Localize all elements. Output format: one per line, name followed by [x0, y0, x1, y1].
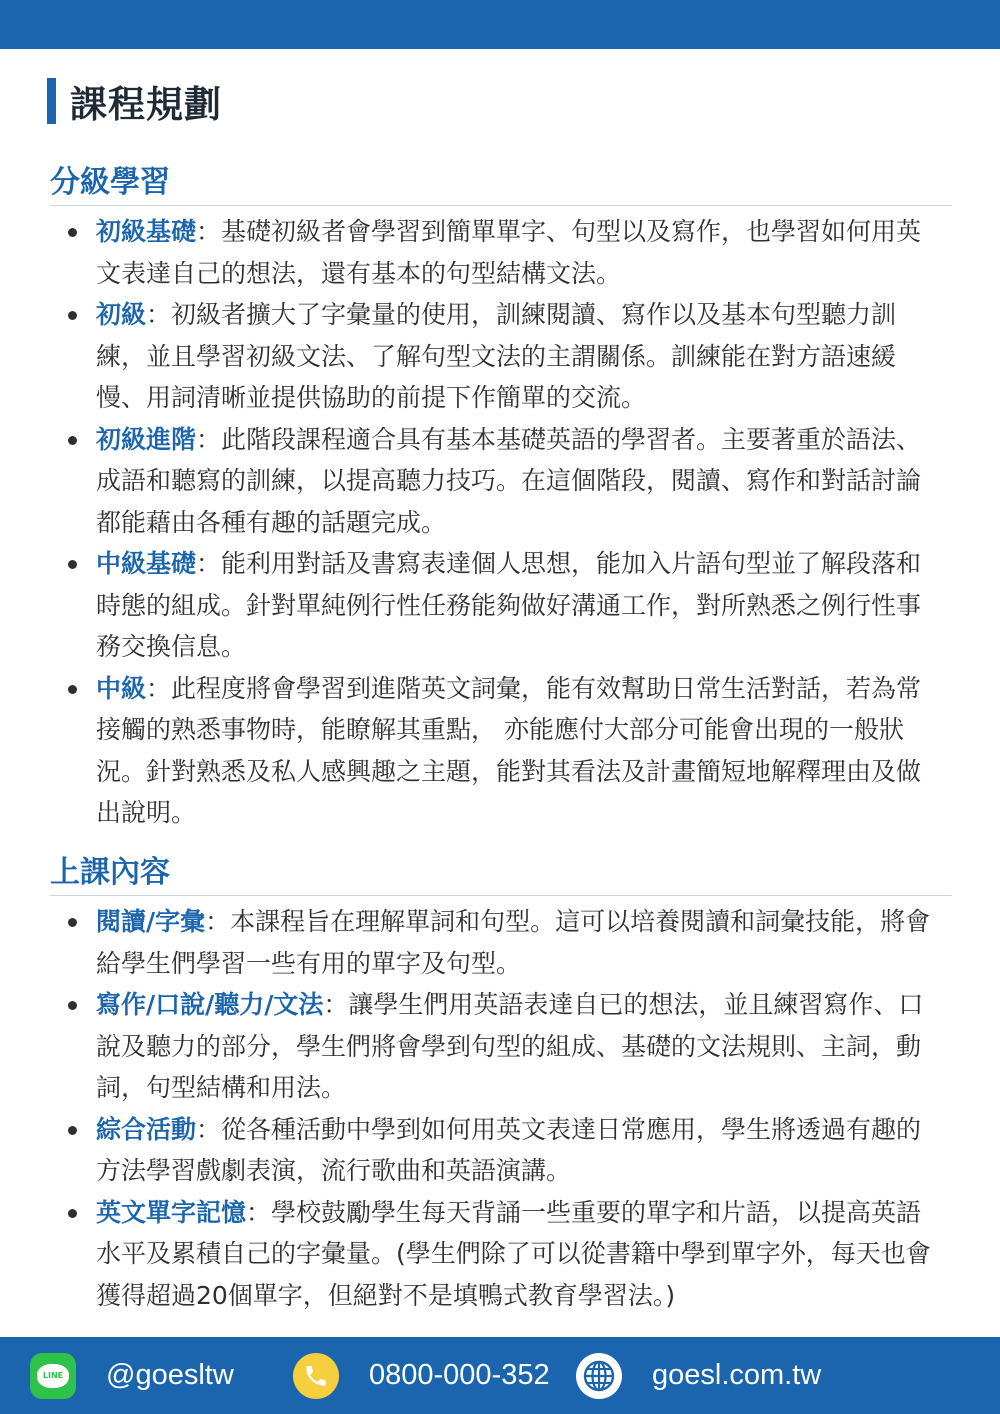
item-text: ：從各種活動中學到如何用英文表達日常應用，學生將透過有趣的方法學習戲劇表演，流行歌曲和英語演講。: [96, 1114, 922, 1185]
phone-number[interactable]: 0800-000-352: [369, 1359, 550, 1391]
heading-accent-bar: [47, 78, 56, 124]
line-icon: [30, 1353, 76, 1399]
item-text: ：基礎初級者會學習到簡單單字、句型以及寫作，也學習如何用英文表達自己的想法，還有基本的句型結構文法。: [96, 217, 922, 288]
bullet-icon: [68, 918, 77, 927]
item-term: 閱讀/字彙: [96, 907, 206, 936]
list-item: [62, 419, 942, 544]
item-term: 寫作/口說/聽力/文法: [96, 990, 324, 1019]
bullet-icon: [68, 1209, 77, 1218]
list-item: [62, 901, 942, 984]
website-contact[interactable]: [576, 1337, 821, 1414]
item-term: 綜合活動: [96, 1114, 197, 1144]
bullet-icon: [68, 1126, 77, 1135]
bullet-icon: [68, 436, 77, 445]
item-text: ：本課程旨在理解單詞和句型。這可以培養閱讀和詞彙技能，將會給學生們學習一些有用的單字及句型。: [96, 907, 931, 978]
bullet-icon: [68, 560, 77, 569]
list-item: [62, 211, 942, 294]
contact-footer: [0, 1337, 1000, 1414]
line-badge: LINE: [37, 1364, 69, 1388]
item-term: 英文單字記憶: [96, 1197, 247, 1227]
bullet-icon: [68, 311, 77, 320]
phone-icon: [293, 1353, 339, 1399]
list-item: [62, 294, 942, 419]
list-item: [62, 668, 942, 834]
section-title-graded-learning: 分級學習: [50, 163, 952, 206]
list-item: [62, 543, 942, 668]
item-text: ：讓學生們用英語表達自已的想法，並且練習寫作、口說及聽力的部分，學生們將會學到句型的組成、基礎的文法規則、主詞，動詞，句型結構和用法。: [96, 990, 924, 1102]
item-term: 初級: [96, 300, 147, 329]
page-title: 課程規劃: [70, 83, 222, 126]
bullet-icon: [68, 228, 77, 237]
globe-icon: [576, 1353, 622, 1399]
list-item: [62, 1109, 942, 1192]
item-term: 中級: [96, 673, 147, 703]
item-term: 中級基礎: [96, 549, 197, 578]
page-heading: [47, 76, 222, 126]
item-term: 初級進階: [96, 424, 197, 454]
phone-contact[interactable]: [293, 1337, 550, 1414]
item-text: ：學校鼓勵學生每天背誦一些重要的單字和片語，以提高英語水平及累積自己的字彙量。(學生們除了可以從書籍中學到單字外，每天也會獲得超過20個單字，但絕對不是填鴨式教育學習法。): [96, 1197, 931, 1310]
line-id[interactable]: @goesltw: [106, 1359, 234, 1391]
list-item: [62, 1192, 942, 1317]
line-contact[interactable]: [30, 1337, 234, 1414]
bullet-icon: [68, 685, 77, 694]
phone-handset-icon: [303, 1363, 329, 1389]
item-term: 初級基礎: [96, 217, 197, 246]
graded-learning-list: [62, 211, 942, 834]
bullet-icon: [68, 1001, 77, 1010]
section-title-class-content: 上課內容: [50, 853, 952, 896]
website-url[interactable]: goesl.com.tw: [652, 1359, 822, 1391]
item-text: ：能利用對話及書寫表達個人思想，能加入片語句型並了解段落和時態的組成。針對單純例行性任務能夠做好溝通工作，對所熟悉之例行性事務交換信息。: [96, 549, 922, 661]
item-text: ：此階段課程適合具有基本基礎英語的學習者。主要著重於語法、成語和聽寫的訓練，以提高聽力技巧。在這個階段，閱讀、寫作和對話討論都能藉由各種有趣的話題完成。: [96, 424, 922, 537]
top-banner: [0, 0, 1000, 49]
item-text: ：此程度將會學習到進階英文詞彙，能有效幫助日常生活對話，若為常接觸的熟悉事物時，能瞭解其重點， 亦能應付大部分可能會出現的一般狀況。針對熟悉及私人感興趣之主題，能對其看法及計畫簡短地解釋理由及做出說明。: [96, 673, 922, 827]
item-text: ：初級者擴大了字彙量的使用，訓練閱讀、寫作以及基本句型聽力訓練，並且學習初級文法、了解句型文法的主謂關係。訓練能在對方語速緩慢、用詞清晰並提供協助的前提下作簡單的交流。: [96, 300, 897, 412]
globe-glyph-icon: [582, 1359, 616, 1393]
list-item: [62, 984, 942, 1109]
class-content-list: [62, 901, 942, 1316]
